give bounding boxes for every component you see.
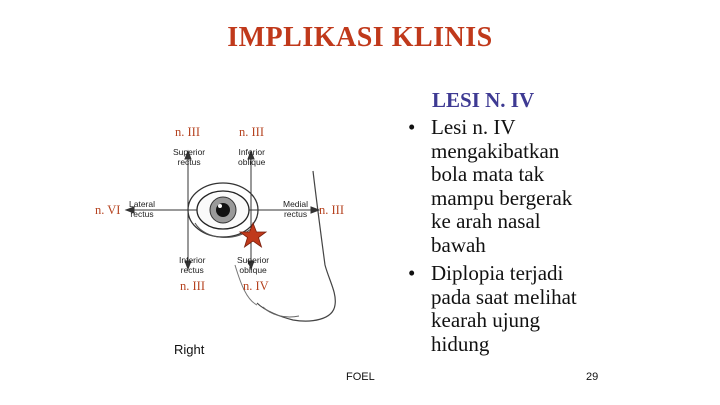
muscle-label-inferior-oblique: Inferior oblique	[238, 147, 266, 167]
bullet-item: • Diplopia terjadi pada saat melihat kearah ujung hidung	[408, 261, 577, 356]
bullet-list	[408, 116, 708, 361]
nostril-line	[263, 307, 299, 317]
eye-illustration	[85, 115, 375, 330]
pupil-highlight	[218, 204, 222, 208]
bullet-item: • Lesi n. IV mengakibatkan bola mata tak mampu bergerak ke arah nasal bawah	[408, 115, 573, 257]
muscle-label-superior-oblique: Superior oblique	[237, 255, 270, 275]
muscle-label-inferior-rectus: Inferior rectus	[179, 255, 206, 275]
nerve-label-right: n. III	[319, 203, 344, 217]
nerve-label-bottom-left: n. III	[180, 279, 205, 293]
slide-title: IMPLIKASI KLINIS	[227, 22, 493, 53]
side-label: Right	[174, 342, 205, 357]
muscle-label-lateral-rectus: Lateral rectus	[129, 199, 155, 219]
lesion-star-icon	[240, 223, 266, 247]
footer-text: FOEL	[346, 371, 375, 383]
nerve-label-top-right: n. III	[239, 125, 264, 139]
muscle-label-medial-rectus: Medial rectus	[283, 199, 309, 219]
nerve-label-top-left: n. III	[175, 125, 200, 139]
nerve-label-left: n. VI	[95, 203, 121, 217]
muscle-label-superior-rectus: Superior rectus	[173, 147, 206, 167]
eye-muscle-diagram	[85, 115, 375, 330]
bullet-dot-icon: •	[408, 261, 416, 285]
page-number: 29	[586, 371, 599, 383]
bullet-dot-icon: •	[408, 115, 416, 139]
nose-outline	[257, 171, 335, 321]
nerve-label-bottom-right: n. IV	[243, 279, 269, 293]
section-heading: LESI N. IV	[432, 88, 535, 112]
pupil	[216, 203, 230, 217]
